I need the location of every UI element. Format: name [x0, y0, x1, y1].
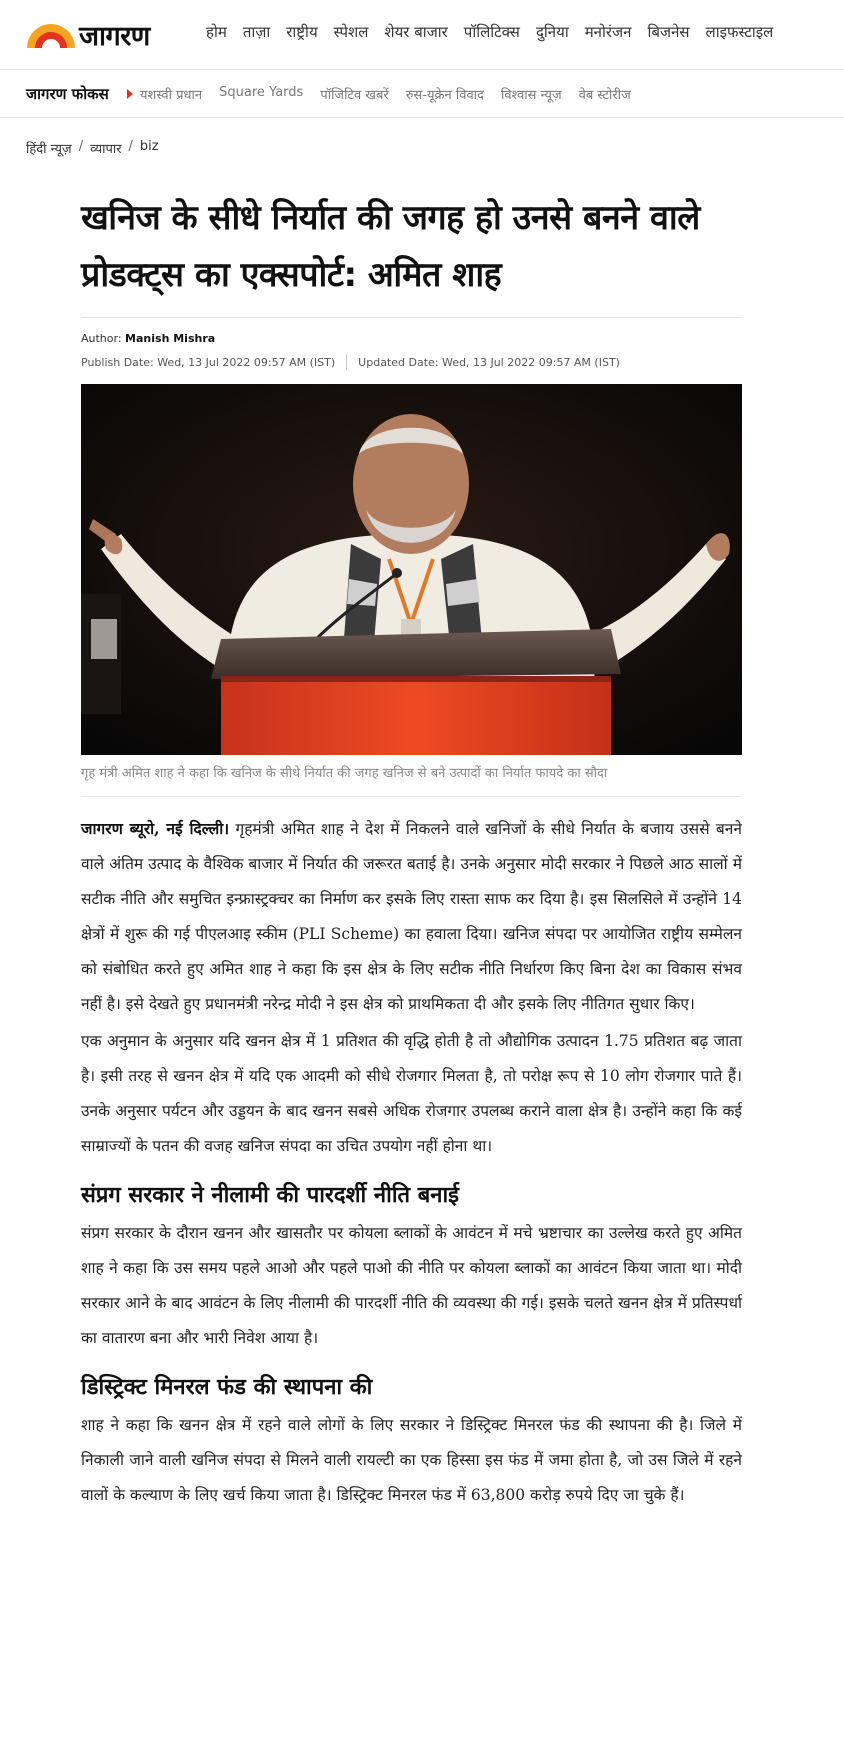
- nav-item-national[interactable]: राष्ट्रीय: [286, 23, 318, 41]
- focus-item[interactable]: यशस्वी प्रधान: [140, 88, 203, 103]
- focus-nav: [0, 70, 844, 118]
- section-heading: संप्रग सरकार ने नीलामी की पारदर्शी नीति बनाई: [81, 1183, 459, 1208]
- top-navigation: [0, 0, 844, 70]
- author-line: [81, 332, 742, 345]
- focus-item[interactable]: Square Yards: [219, 85, 304, 100]
- breadcrumb-biz[interactable]: biz: [139, 139, 159, 154]
- article-body: [81, 811, 742, 1513]
- paragraph: [81, 811, 742, 1022]
- dateline: जागरण ब्यूरो, नई दिल्ली।: [81, 819, 230, 838]
- nav-item-share-market[interactable]: शेयर बाजार: [384, 23, 448, 41]
- nav-item-home[interactable]: होम: [206, 23, 227, 41]
- nav-item-latest[interactable]: ताज़ा: [242, 23, 271, 41]
- publish-date: Publish Date: Wed, 13 Jul 2022 09:57 AM (IST): [81, 355, 336, 369]
- article-headline: खनिज के सीधे निर्यात की जगह हो उनसे बनने वाले प्रोडक्ट्स का एक्सपोर्ट: अमित शाह: [81, 198, 700, 295]
- chevron-right-icon: [127, 89, 133, 99]
- nav-item-politics[interactable]: पॉलिटिक्स: [463, 23, 520, 41]
- logo-text: जागरण: [79, 20, 150, 52]
- divider: [81, 317, 742, 318]
- focus-nav-items: [140, 85, 648, 103]
- nav-item-lifestyle[interactable]: लाइफस्टाइल: [705, 23, 774, 41]
- focus-item[interactable]: पॉजिटिव खबरें: [320, 88, 389, 103]
- breadcrumb: [26, 139, 159, 157]
- focus-item[interactable]: रुस-यूक्रेन विवाद: [405, 88, 484, 103]
- focus-label: जागरण फोकस: [26, 85, 109, 103]
- nav-item-world[interactable]: दुनिया: [535, 23, 569, 41]
- nav-item-business[interactable]: बिजनेस: [647, 23, 690, 41]
- date-separator: [346, 354, 347, 370]
- breadcrumb-separator: /: [128, 139, 133, 154]
- hero-image: [81, 384, 742, 755]
- focus-item[interactable]: वेब स्टोरीज: [578, 88, 631, 103]
- paragraph: संप्रग सरकार के दौरान खनन और खासतौर पर कोयला ब्लाकों के आवंटन में मचे भ्रष्टाचार का उल्लेख करते हुए अमित शाह ने कहा कि उस समय पहले आओ और पहले पाओ की नीति पर कोयला ब्लाकों का आवंटन किया जाता था। मोदी सरकार आने के बाद आवंटन के लिए नीलामी की पारदर्शी नीति की व्यवस्था की गई। इसके चलते खनन क्षेत्र में प्रतिस्पर्धा का वातारण बना और भारी निवेश आया है।: [81, 1224, 742, 1347]
- paragraph: एक अनुमान के अनुसार यदि खनन क्षेत्र में 1 प्रतिशत की वृद्धि होती है तो औद्योगिक उत्पादन 1.75 प्रतिशत बढ़ जाता है। इसी तरह से खनन क्षेत्र में यदि एक आदमी को सीधे रोजगार मिलता है, तो परोक्ष रूप से 10 लोग रोजगार पाते हैं। उनके अनुसार पर्यटन और उड्डयन के बाद खनन सबसे अधिक रोजगार उपलब्ध कराने वाला क्षेत्र है। उन्होंने कहा कि कई साम्राज्यों के पतन की वजह खनिज संपदा का उचित उपयोग नहीं होना था।: [81, 1032, 742, 1155]
- author-label: Author:: [81, 332, 122, 345]
- speaker-photo-illustration: [81, 384, 742, 755]
- article: [81, 190, 742, 1515]
- divider: [81, 796, 742, 797]
- author-name[interactable]: Manish Mishra: [125, 332, 216, 345]
- breadcrumb-separator: /: [78, 139, 84, 154]
- paragraph: शाह ने कहा कि खनन क्षेत्र में रहने वाले लोगों के लिए सरकार ने डिस्ट्रिक्ट मिनरल फंड की स्थापना की है। जिले में निकाली जाने वाली खनिज संपदा से मिलने वाली रायल्टी का एक हिस्सा इस फंड में जमा होता है, जो उस जिले में रहने वालों के कल्याण के लिए खर्च किया जाता है। डिस्ट्रिक्ट मिनरल फंड में 63,800 करोड़ रुपये दिए जा चुके हैं।: [81, 1416, 742, 1504]
- main-nav: [206, 22, 789, 42]
- paragraph-text: गृहमंत्री अमित शाह ने देश में निकलने वाले खनिजों के सीधे निर्यात के बजाय उससे बनने वाले अंतिम उत्पाद के वैश्विक बाजार में निर्यात की जरूरत बताई है। उनके अनुसार मोदी सरकार ने पिछले आठ सालों में सटीक नीति और समुचित इन्फ्रास्ट्रक्चर का निर्माण कर इसके लिए रास्ता साफ कर दिया है। इस सिलसिले में उन्होंने 14 क्षेत्रों में शुरू की गई पीएलआइ स्कीम (PLI Scheme) का हवाला दिया। खनिज संपदा पर आयोजित राष्ट्रीय सम्मेलन को संबोधित करते हुए अमित शाह ने कहा कि इस क्षेत्र के लिए सटीक नीति निर्धारण किए बिना देश का विकास संभव नहीं है। इसे देखते हुए प्रधानमंत्री नरेन्द्र मोदी ने इस क्षेत्र को प्राथमिकता दी और इसके लिए नीतिगत सुधार किए।: [81, 820, 742, 1013]
- nav-item-entertainment[interactable]: मनोरंजन: [584, 23, 632, 41]
- nav-item-special[interactable]: स्पेशल: [333, 23, 369, 41]
- focus-item[interactable]: विश्वास न्यूज़: [500, 88, 562, 103]
- image-caption: गृह मंत्री अमित शाह ने कहा कि खनिज के सीधे निर्यात की जगह खनिज से बने उत्पादों का निर्यात फायदे का सौदा: [81, 766, 608, 781]
- updated-date: Updated Date: Wed, 13 Jul 2022 09:57 AM (IST): [358, 355, 620, 369]
- section-heading: डिस्ट्रिक्ट मिनरल फंड की स्थापना की: [81, 1375, 373, 1400]
- breadcrumb-hindi-news[interactable]: हिंदी न्यूज़: [26, 142, 72, 157]
- breadcrumb-business[interactable]: व्यापार: [90, 142, 122, 157]
- jagran-logo[interactable]: [27, 17, 175, 51]
- sun-logo-icon: [27, 20, 75, 48]
- article-dates: [81, 354, 742, 370]
